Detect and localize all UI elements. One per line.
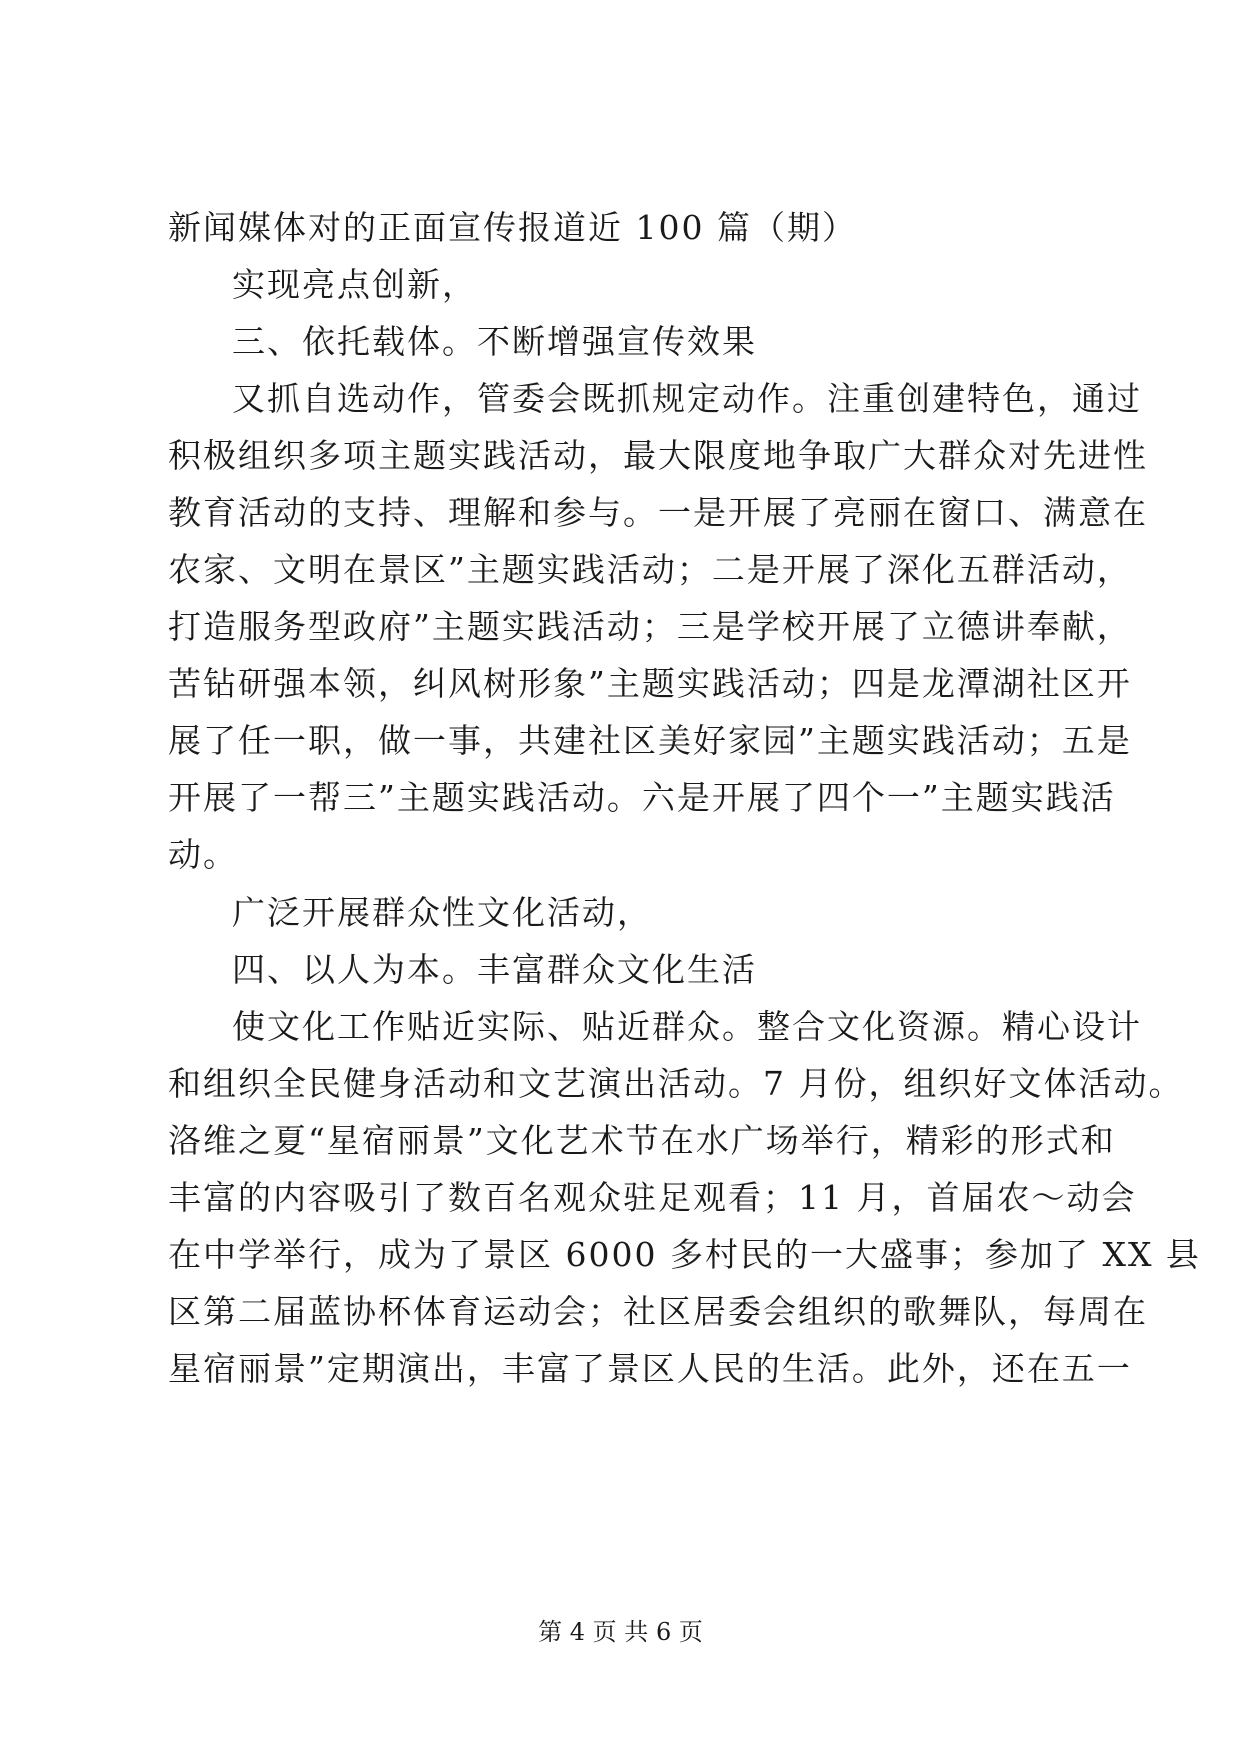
body-line-15: 使文化工作贴近实际、贴近群众。整合文化资源。精心设计 (232, 1007, 1142, 1046)
section-heading-3: 三、依托载体。不断增强宣传效果 (232, 322, 757, 361)
body-line-9: 苦钻研强本领，纠风树形象”主题实践活动；四是龙潭湖社区开 (168, 664, 1132, 703)
body-line-17: 洛维之夏“星宿丽景”文化艺术节在水广场举行，精彩的形式和 (168, 1121, 1116, 1160)
body-line-5: 积极组织多项主题实践活动，最大限度地争取广大群众对先进性 (168, 436, 1148, 475)
body-line-12: 动。 (168, 835, 238, 874)
body-line-19: 在中学举行，成为了景区 6000 多村民的一大盛事；参加了 XX 县 (168, 1235, 1201, 1274)
body-line-11: 开展了一帮三”主题实践活动。六是开展了四个一”主题实践活 (168, 778, 1116, 817)
body-line-6: 教育活动的支持、理解和参与。一是开展了亮丽在窗口、满意在 (168, 493, 1148, 532)
page-number-footer: 第 4 页 共 6 页 (538, 1618, 703, 1646)
body-line-20: 区第二届蓝协杯体育运动会；社区居委会组织的歌舞队，每周在 (168, 1292, 1148, 1331)
body-line-8: 打造服务型政府”主题实践活动；三是学校开展了立德讲奉献， (168, 607, 1132, 646)
body-line-21: 星宿丽景”定期演出，丰富了景区人民的生活。此外，还在五一 (168, 1349, 1132, 1388)
body-line-4: 又抓自选动作，管委会既抓规定动作。注重创建特色，通过 (232, 379, 1142, 418)
section-heading-4: 四、以人为本。丰富群众文化生活 (232, 950, 757, 989)
body-line-7: 农家、文明在景区”主题实践活动；二是开展了深化五群活动， (168, 550, 1132, 589)
body-line-13: 广泛开展群众性文化活动， (232, 893, 652, 932)
body-line-18: 丰富的内容吸引了数百名观众驻足观看；11 月，首届农～动会 (168, 1178, 1137, 1217)
body-line-1: 新闻媒体对的正面宣传报道近 100 篇（期） (168, 208, 857, 247)
body-line-10: 展了任一职，做一事，共建社区美好家园”主题实践活动；五是 (168, 721, 1132, 760)
body-line-2: 实现亮点创新， (232, 265, 477, 304)
body-line-16: 和组织全民健身活动和文艺演出活动。7 月份，组织好文体活动。 (168, 1064, 1184, 1103)
